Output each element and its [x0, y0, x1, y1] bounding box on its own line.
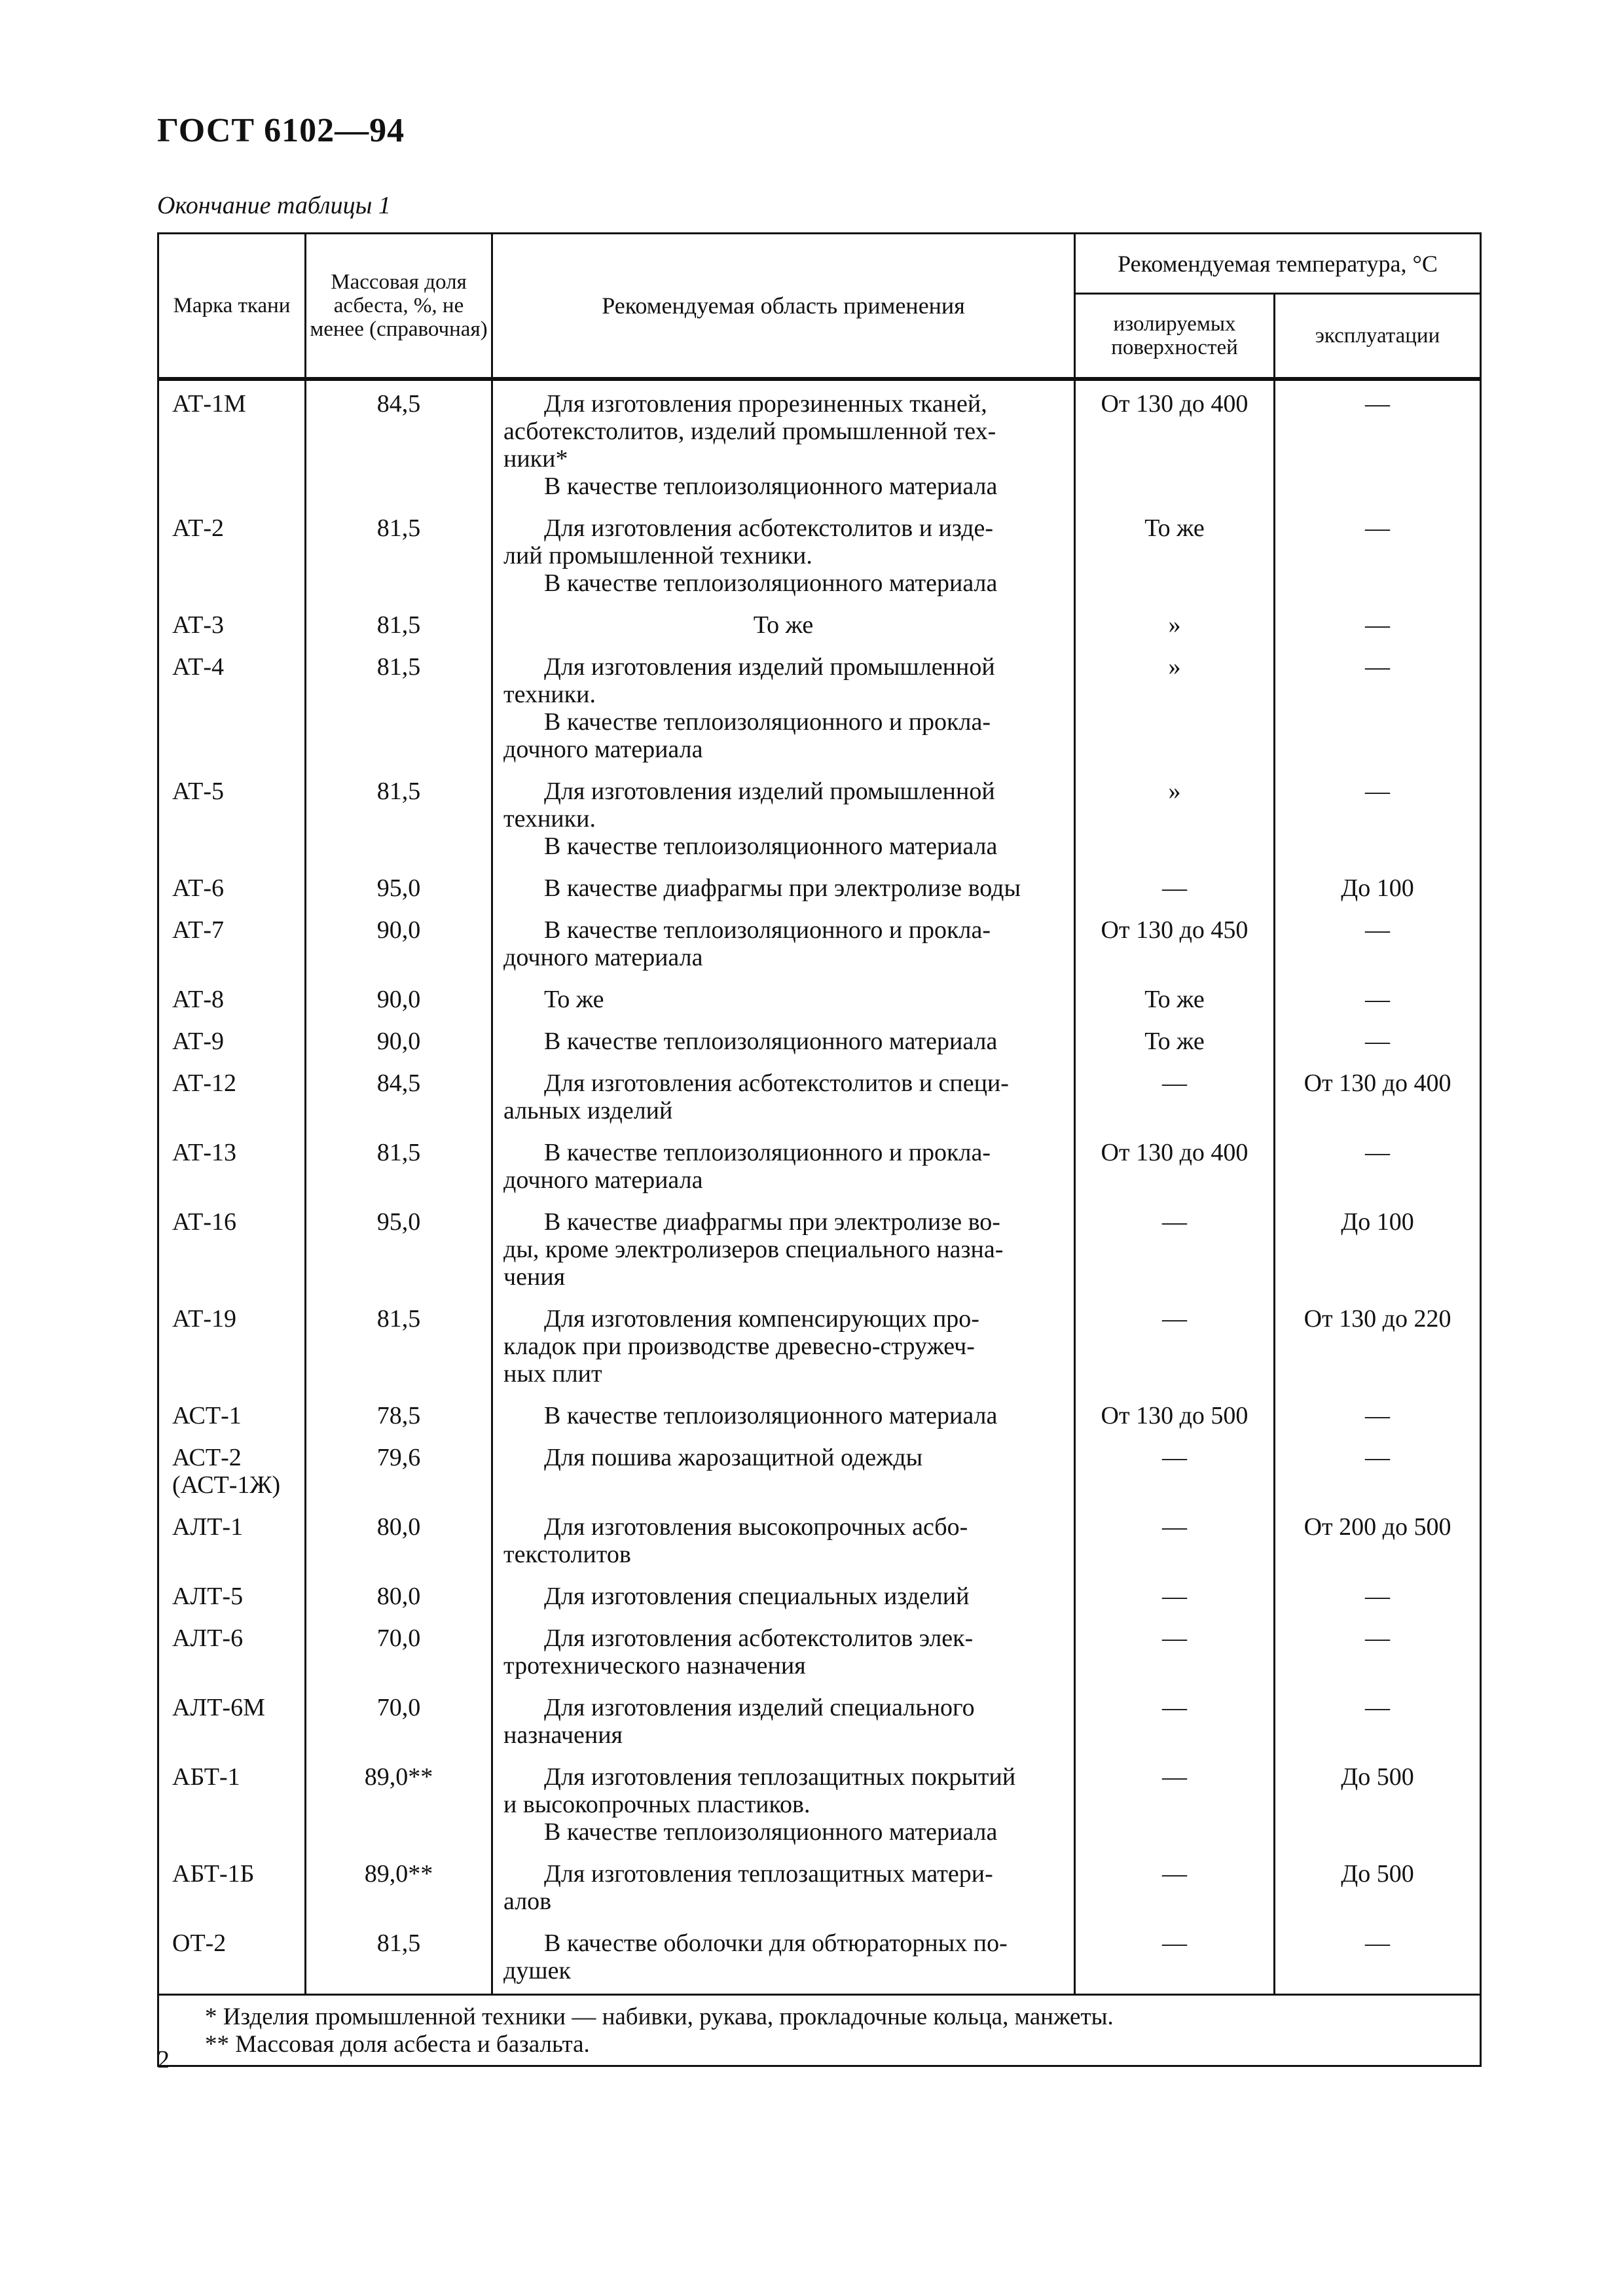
application-line: Для изготовления асботекстолитов элек-: [544, 1624, 974, 1652]
grade-text: АЛТ-1: [172, 1513, 244, 1541]
cell-grade: [158, 1064, 306, 1134]
grade-text: АТ-13: [172, 1138, 236, 1166]
cell-application-area: [492, 1689, 1075, 1758]
asbestos-fabric-table: [157, 232, 1482, 2067]
application-line: В качестве теплоизоляционного материала: [544, 1027, 998, 1055]
cell-application-area: [492, 1855, 1075, 1924]
cell-application-area: [492, 1203, 1075, 1300]
cell-exploitation-temperature: До 100: [1275, 869, 1481, 911]
cell-exploitation-temperature: От 130 до 400: [1275, 1064, 1481, 1134]
cell-grade: [158, 1924, 306, 1995]
cell-exploitation-temperature: От 200 до 500: [1275, 1508, 1481, 1577]
cell-grade: [158, 379, 306, 509]
cell-exploitation-temperature: —: [1275, 1134, 1481, 1203]
application-line: тротехнического назначения: [503, 1651, 806, 1679]
grade-text: АЛТ-6М: [172, 1693, 265, 1721]
grade-text: АСТ-1: [172, 1401, 242, 1429]
cell-exploitation-temperature: —: [1275, 379, 1481, 509]
application-line: дочного материала: [503, 735, 703, 763]
cell-application-area: [492, 1397, 1075, 1439]
cell-mass-fraction: 78,5: [306, 1397, 492, 1439]
application-line: То же: [544, 985, 604, 1013]
application-line: чения: [503, 1263, 566, 1291]
cell-exploitation-temperature: —: [1275, 772, 1481, 869]
cell-mass-fraction: 70,0: [306, 1619, 492, 1689]
cell-exploitation-temperature: —: [1275, 1022, 1481, 1064]
cell-surface-temperature: От 130 до 500: [1075, 1397, 1275, 1439]
cell-grade: [158, 1619, 306, 1689]
application-line: В качестве оболочки для обтюраторных по-: [544, 1929, 1008, 1957]
page-number: 2: [157, 2046, 170, 2073]
grade-text: АТ-12: [172, 1069, 236, 1097]
grade-text: АБТ-1Б: [172, 1859, 255, 1888]
cell-surface-temperature: —: [1075, 1203, 1275, 1300]
table-row: [158, 772, 1481, 869]
grade-text: АБТ-1: [172, 1763, 240, 1791]
cell-application-area: [492, 1577, 1075, 1619]
table-row: [158, 1134, 1481, 1203]
application-line: Для изготовления компенсирующих про-: [544, 1304, 979, 1333]
cell-surface-temperature: То же: [1075, 509, 1275, 606]
table-row: [158, 606, 1481, 648]
application-line: душек: [503, 1956, 571, 1984]
cell-mass-fraction: 81,5: [306, 606, 492, 648]
cell-application-area: [492, 1619, 1075, 1689]
cell-application-area: [492, 980, 1075, 1022]
table-row: [158, 980, 1481, 1022]
cell-mass-fraction: 81,5: [306, 1134, 492, 1203]
cell-surface-temperature: —: [1075, 1577, 1275, 1619]
table-body: [158, 379, 1481, 1995]
application-line: В качестве теплоизоляционного и прокла-: [544, 916, 991, 944]
cell-mass-fraction: 79,6: [306, 1439, 492, 1508]
header-grade: Марка ткани: [158, 234, 306, 379]
application-line: асботекстолитов, изделий промышленной тех-: [503, 417, 996, 445]
table-row: [158, 1397, 1481, 1439]
cell-surface-temperature: То же: [1075, 980, 1275, 1022]
cell-grade: [158, 1508, 306, 1577]
header-exploitation: эксплуатации: [1275, 294, 1481, 379]
cell-mass-fraction: 80,0: [306, 1508, 492, 1577]
application-line: лий промышленной техники.: [503, 541, 812, 569]
cell-application-area: [492, 606, 1075, 648]
cell-application-area: [492, 1064, 1075, 1134]
application-line: текстолитов: [503, 1540, 631, 1568]
cell-grade: [158, 648, 306, 772]
cell-surface-temperature: —: [1075, 1619, 1275, 1689]
table-row: [158, 648, 1481, 772]
application-line: ды, кроме электролизеров специального назна-: [503, 1235, 1004, 1263]
cell-grade: [158, 1439, 306, 1508]
cell-application-area: [492, 1300, 1075, 1397]
application-line: Для изготовления асботекстолитов и изде-: [544, 514, 994, 542]
cell-mass-fraction: 95,0: [306, 1203, 492, 1300]
cell-mass-fraction: 81,5: [306, 648, 492, 772]
grade-text: АТ-6: [172, 874, 224, 902]
table-row: [158, 1855, 1481, 1924]
cell-mass-fraction: 81,5: [306, 1300, 492, 1397]
cell-exploitation-temperature: —: [1275, 1619, 1481, 1689]
cell-application-area: [492, 1022, 1075, 1064]
footnote-2: ** Массовая доля асбеста и базальта.: [205, 2030, 590, 2058]
table-row: [158, 509, 1481, 606]
cell-exploitation-temperature: —: [1275, 509, 1481, 606]
header-insulated-surfaces: изолируемых поверхностей: [1075, 294, 1275, 379]
table-row: [158, 1064, 1481, 1134]
cell-grade: [158, 1577, 306, 1619]
table-row: [158, 1758, 1481, 1855]
cell-application-area: [492, 772, 1075, 869]
application-line: В качестве диафрагмы при электролизе воды: [544, 874, 1021, 902]
cell-surface-temperature: —: [1075, 869, 1275, 911]
cell-mass-fraction: 95,0: [306, 869, 492, 911]
application-line: Для изготовления теплозащитных матери-: [544, 1859, 993, 1888]
cell-application-area: [492, 648, 1075, 772]
cell-mass-fraction: 80,0: [306, 1577, 492, 1619]
cell-surface-temperature: —: [1075, 1924, 1275, 1995]
cell-surface-temperature: »: [1075, 648, 1275, 772]
cell-grade: [158, 509, 306, 606]
cell-application-area: [492, 1439, 1075, 1508]
cell-surface-temperature: От 130 до 400: [1075, 379, 1275, 509]
cell-mass-fraction: 90,0: [306, 911, 492, 980]
grade-text: АТ-16: [172, 1208, 236, 1236]
table-row: [158, 1300, 1481, 1397]
cell-surface-temperature: —: [1075, 1855, 1275, 1924]
cell-grade: [158, 1689, 306, 1758]
cell-grade: [158, 1022, 306, 1064]
cell-mass-fraction: 81,5: [306, 1924, 492, 1995]
cell-application-area: [492, 509, 1075, 606]
cell-grade: [158, 1203, 306, 1300]
application-line: ники*: [503, 444, 568, 473]
application-line: Для изготовления изделий промышленной: [544, 777, 995, 805]
cell-grade: [158, 1134, 306, 1203]
cell-mass-fraction: 81,5: [306, 772, 492, 869]
application-line: техники.: [503, 804, 596, 833]
cell-mass-fraction: 89,0**: [306, 1855, 492, 1924]
application-line: Для изготовления прорезиненных тканей,: [544, 389, 987, 418]
cell-surface-temperature: От 130 до 450: [1075, 911, 1275, 980]
table-row: [158, 1203, 1481, 1300]
grade-text: АТ-3: [172, 611, 224, 639]
application-line: назначения: [503, 1721, 623, 1749]
cell-exploitation-temperature: До 100: [1275, 1203, 1481, 1300]
cell-exploitation-temperature: —: [1275, 1689, 1481, 1758]
table-row: [158, 1689, 1481, 1758]
cell-application-area: [492, 911, 1075, 980]
application-line: В качестве теплоизоляционного материала: [544, 472, 998, 500]
table-row: [158, 1022, 1481, 1064]
grade-text: АЛТ-6: [172, 1624, 244, 1652]
application-line: ных плит: [503, 1359, 602, 1388]
cell-exploitation-temperature: —: [1275, 1439, 1481, 1508]
cell-application-area: [492, 1134, 1075, 1203]
cell-exploitation-temperature: —: [1275, 1924, 1481, 1995]
table-caption: Окончание таблицы 1: [157, 192, 391, 219]
application-line: В качестве теплоизоляционного материала: [544, 1401, 998, 1429]
cell-exploitation-temperature: —: [1275, 980, 1481, 1022]
application-line: Для изготовления специальных изделий: [544, 1582, 970, 1610]
grade-text: ОТ-2: [172, 1929, 227, 1957]
application-line: В качестве теплоизоляционного и прокла-: [544, 708, 991, 736]
header-recommended-temperature: Рекомендуемая температура, °С: [1075, 234, 1481, 294]
cell-application-area: [492, 869, 1075, 911]
cell-exploitation-temperature: —: [1275, 1577, 1481, 1619]
application-line: Для изготовления изделий промышленной: [544, 653, 995, 681]
table-row: [158, 379, 1481, 509]
application-line: То же: [753, 611, 814, 639]
grade-text: АТ-8: [172, 985, 224, 1013]
table-row: [158, 1577, 1481, 1619]
table-row: [158, 1619, 1481, 1689]
application-line: альных изделий: [503, 1096, 673, 1124]
cell-grade: [158, 1397, 306, 1439]
application-line: дочного материала: [503, 943, 703, 971]
cell-surface-temperature: —: [1075, 1439, 1275, 1508]
cell-mass-fraction: 70,0: [306, 1689, 492, 1758]
grade-text: АТ-1М: [172, 389, 246, 418]
application-line: В качестве теплоизоляционного материала: [544, 1818, 998, 1846]
document-title: ГОСТ 6102—94: [157, 112, 405, 149]
application-line: Для изготовления высокопрочных асбо-: [544, 1513, 968, 1541]
application-line: В качестве теплоизоляционного материала: [544, 569, 998, 597]
cell-exploitation-temperature: —: [1275, 606, 1481, 648]
cell-grade: [158, 606, 306, 648]
table-row: [158, 911, 1481, 980]
cell-surface-temperature: От 130 до 400: [1075, 1134, 1275, 1203]
grade-text: АТ-4: [172, 653, 224, 681]
cell-surface-temperature: »: [1075, 772, 1275, 869]
grade-text: АТ-19: [172, 1304, 236, 1333]
application-line: В качестве диафрагмы при электролизе во-: [544, 1208, 1000, 1236]
cell-grade: [158, 1758, 306, 1855]
cell-mass-fraction: 89,0**: [306, 1758, 492, 1855]
cell-exploitation-temperature: —: [1275, 1397, 1481, 1439]
grade-text: АТ-7: [172, 916, 224, 944]
cell-mass-fraction: 84,5: [306, 379, 492, 509]
application-line: алов: [503, 1887, 552, 1915]
header-mass-fraction: Массовая доля асбеста, %, не менее (справочная): [306, 234, 492, 379]
cell-mass-fraction: 84,5: [306, 1064, 492, 1134]
application-line: В качестве теплоизоляционного материала: [544, 832, 998, 860]
grade-text: АТ-2: [172, 514, 224, 542]
cell-exploitation-temperature: —: [1275, 648, 1481, 772]
table-row: [158, 1439, 1481, 1508]
cell-exploitation-temperature: —: [1275, 911, 1481, 980]
table-footnotes: [158, 1994, 1481, 2066]
cell-surface-temperature: —: [1075, 1758, 1275, 1855]
grade-text: АЛТ-5: [172, 1582, 244, 1610]
cell-surface-temperature: —: [1075, 1508, 1275, 1577]
grade-text: АТ-9: [172, 1027, 224, 1055]
cell-surface-temperature: —: [1075, 1689, 1275, 1758]
application-line: Для изготовления теплозащитных покрытий: [544, 1763, 1016, 1791]
table-row: [158, 869, 1481, 911]
application-line: Для изготовления асботекстолитов и специ-: [544, 1069, 1009, 1097]
application-line: техники.: [503, 680, 596, 708]
table-row: [158, 1508, 1481, 1577]
cell-surface-temperature: —: [1075, 1064, 1275, 1134]
application-line: и высокопрочных пластиков.: [503, 1790, 811, 1818]
cell-surface-temperature: —: [1075, 1300, 1275, 1397]
cell-grade: [158, 911, 306, 980]
application-line: Для изготовления изделий специального: [544, 1693, 975, 1721]
cell-surface-temperature: »: [1075, 606, 1275, 648]
application-line: дочного материала: [503, 1166, 703, 1194]
cell-exploitation-temperature: До 500: [1275, 1758, 1481, 1855]
cell-application-area: [492, 379, 1075, 509]
header-application-area: Рекомендуемая область применения: [492, 234, 1075, 379]
grade-text: (АСТ-1Ж): [172, 1471, 281, 1499]
application-line: кладок при производстве древесно-стружеч-: [503, 1332, 975, 1360]
cell-grade: [158, 1855, 306, 1924]
cell-mass-fraction: 90,0: [306, 1022, 492, 1064]
footnote-1: * Изделия промышленной техники — набивки, рукава, прокладочные кольца, манжеты.: [205, 2003, 1114, 2030]
table-row: [158, 1924, 1481, 1995]
cell-application-area: [492, 1508, 1075, 1577]
cell-application-area: [492, 1924, 1075, 1995]
cell-exploitation-temperature: От 130 до 220: [1275, 1300, 1481, 1397]
cell-grade: [158, 1300, 306, 1397]
grade-text: АСТ-2: [172, 1443, 242, 1471]
grade-text: АТ-5: [172, 777, 224, 805]
cell-mass-fraction: 81,5: [306, 509, 492, 606]
cell-application-area: [492, 1758, 1075, 1855]
application-line: В качестве теплоизоляционного и прокла-: [544, 1138, 991, 1166]
application-line: Для пошива жарозащитной одежды: [544, 1443, 923, 1471]
cell-surface-temperature: То же: [1075, 1022, 1275, 1064]
cell-mass-fraction: 90,0: [306, 980, 492, 1022]
cell-exploitation-temperature: До 500: [1275, 1855, 1481, 1924]
cell-grade: [158, 772, 306, 869]
cell-grade: [158, 980, 306, 1022]
cell-grade: [158, 869, 306, 911]
